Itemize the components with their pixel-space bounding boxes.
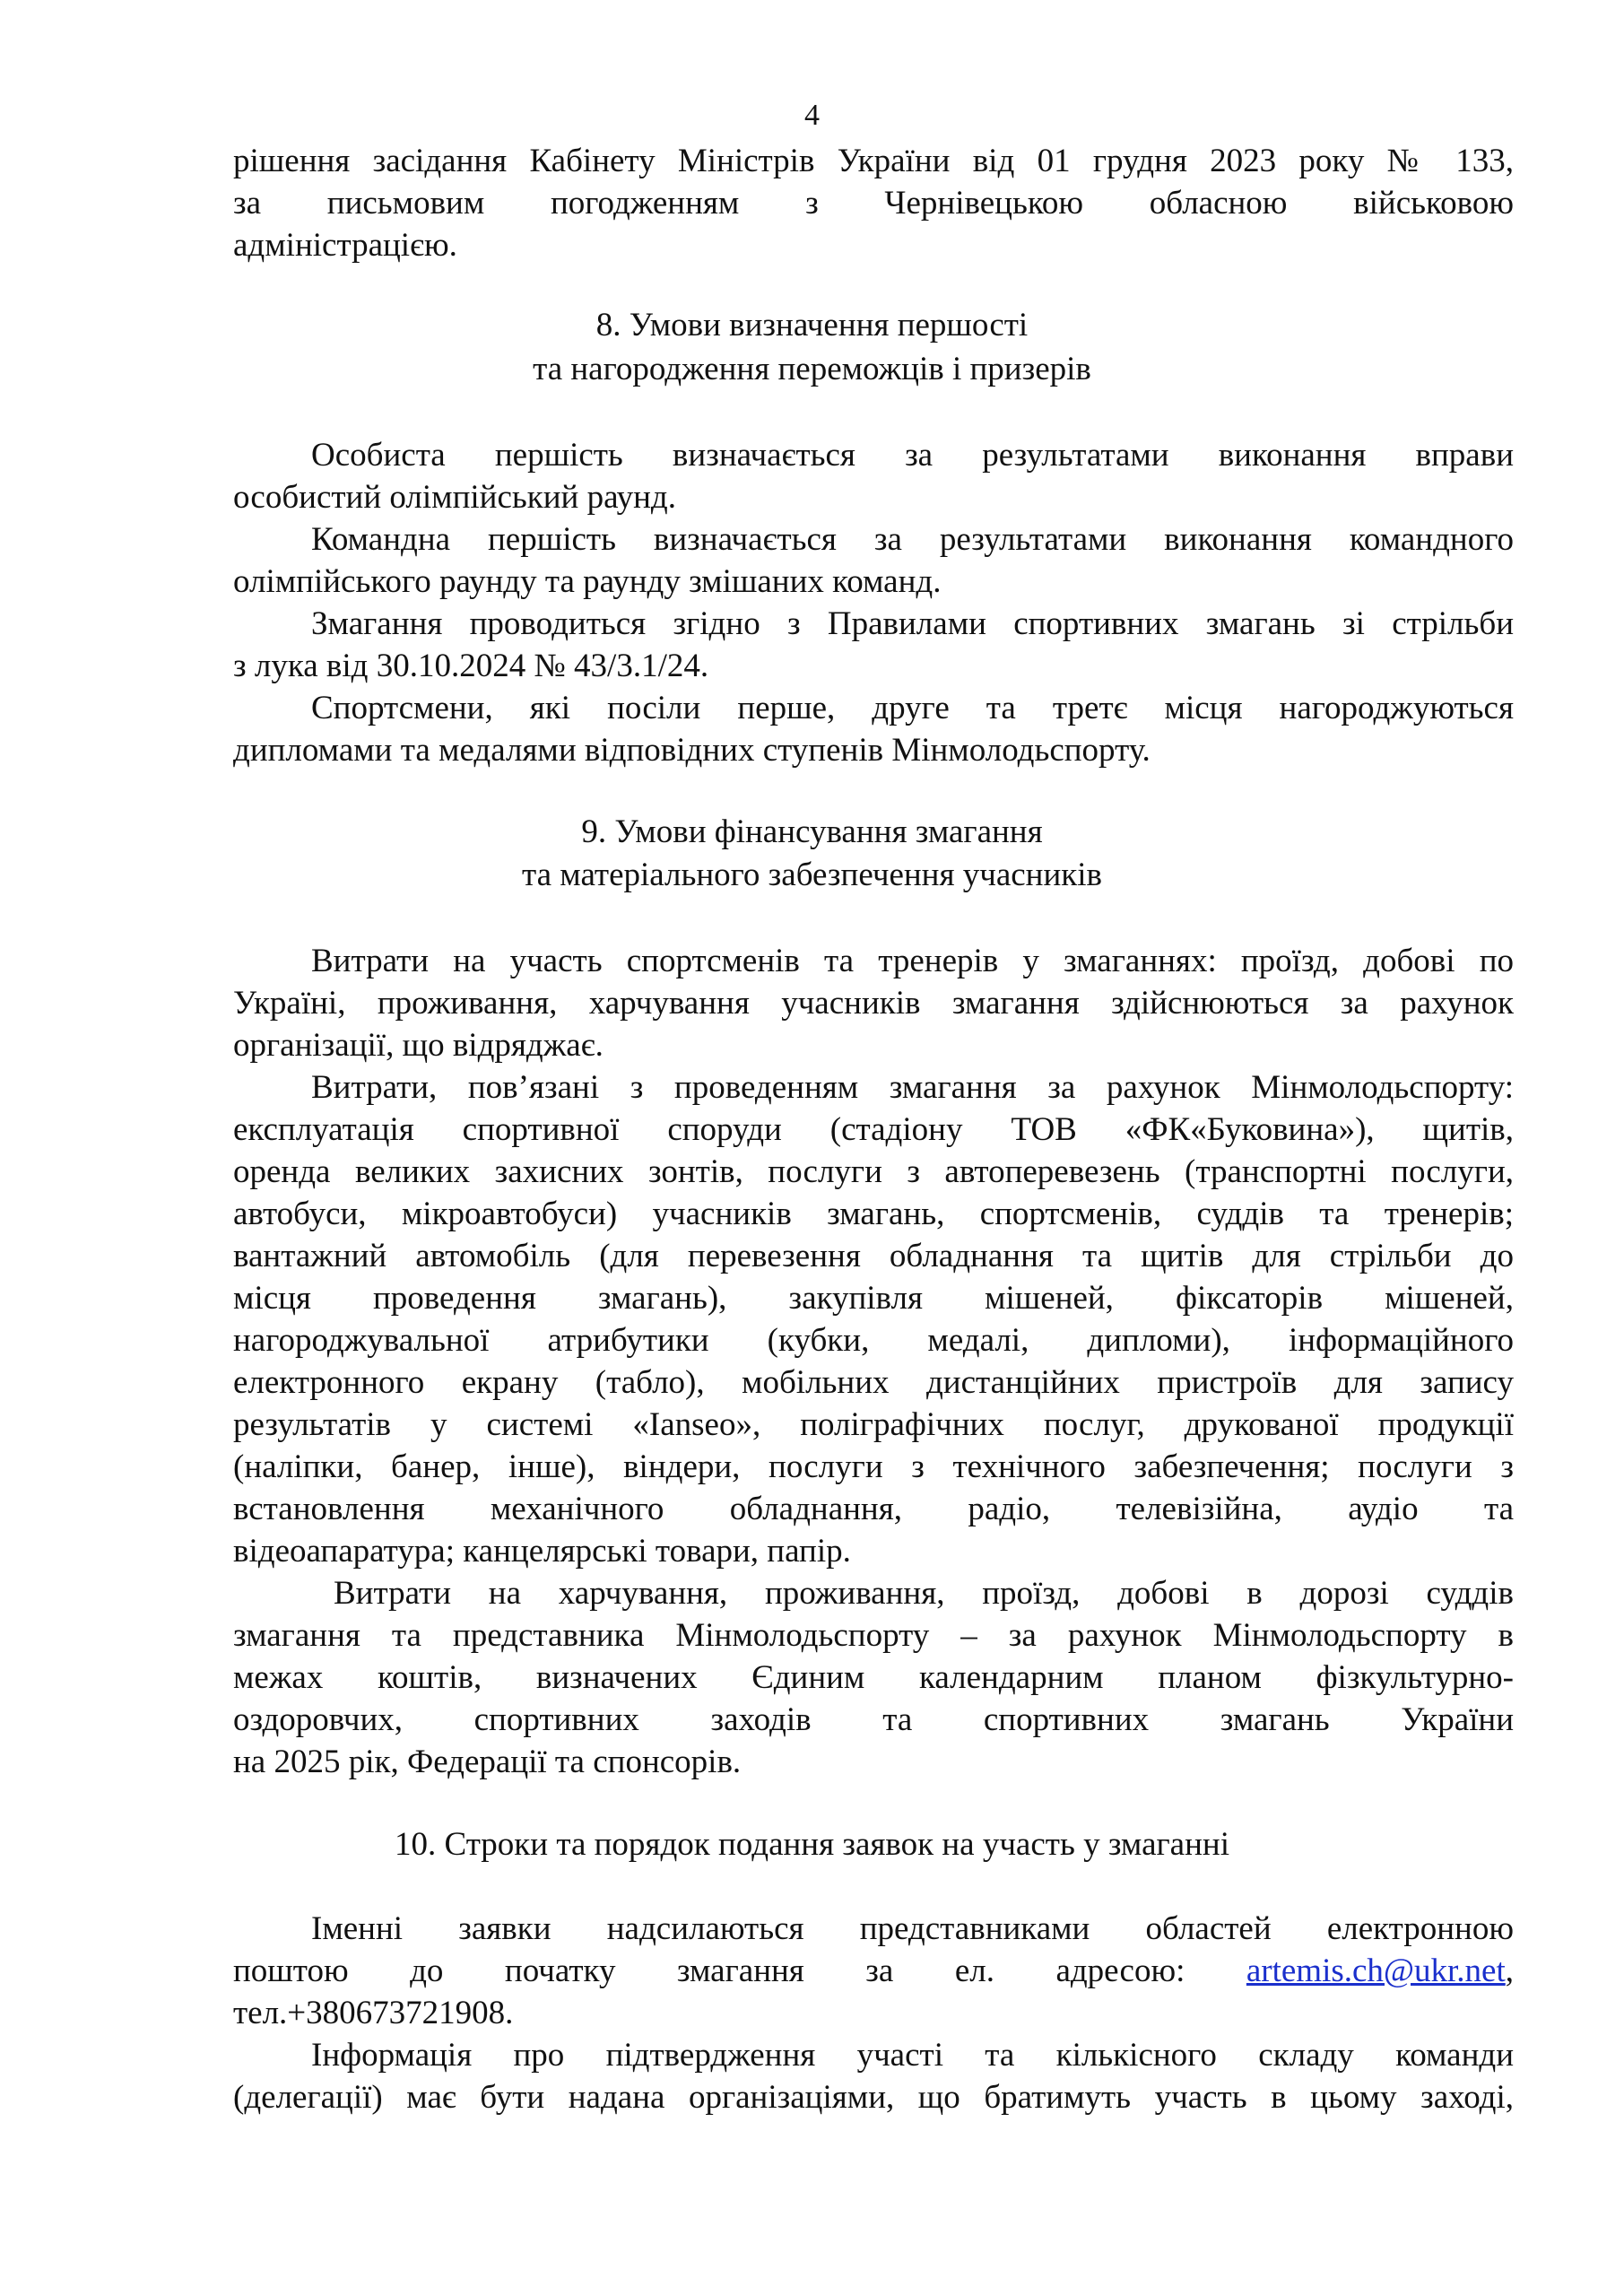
page-number: 4 <box>804 99 820 132</box>
paragraph-line: особистий олімпійський раунд. <box>233 479 677 516</box>
comma: , <box>1505 1952 1514 1989</box>
paragraph-line: Іменні заявки надсилаються представниками областей електронною <box>311 1910 1514 1947</box>
paragraph-line: межах коштів, визначених Єдиним календарним планом фізкультурно- <box>233 1659 1514 1696</box>
paragraph-line: (делегації) має бути надана організаціями, що братимуть участь в цьому заході, <box>233 2079 1514 2116</box>
paragraph-line: вантажний автомобіль (для перевезення обладнання та щитів для стрільби до <box>233 1238 1514 1274</box>
paragraph-line: встановлення механічного обладнання, радіо, телевізійна, аудіо та <box>233 1491 1514 1527</box>
paragraph-line: електронного екрану (табло), мобільних дистанційних пристроїв для запису <box>233 1364 1514 1401</box>
paragraph-line: експлуатація спортивної споруди (стадіону ТОВ «ФК«Буковина»), щитів, <box>233 1111 1514 1148</box>
paragraph-line: Витрати на участь спортсменів та тренерів у змаганнях: проїзд, добові по <box>311 943 1514 979</box>
paragraph-line: відеоапаратура; канцелярські товари, папір. <box>233 1533 851 1570</box>
paragraph-line: нагороджувальної атрибутики (кубки, медалі, дипломи), інформаційного <box>233 1322 1514 1359</box>
section-8-heading-line2: та нагородження переможців і призерів <box>533 351 1091 387</box>
paragraph-line: оздоровчих, спортивних заходів та спортивних змагань України <box>233 1701 1514 1738</box>
section-9-heading-line2: та матеріального забезпечення учасників <box>521 857 1103 893</box>
section-10-heading: 10. Строки та порядок подання заявок на участь у змаганні <box>395 1826 1229 1863</box>
paragraph-line: олімпійського раунду та раунду змішаних команд. <box>233 563 942 600</box>
text-line: адміністрацією. <box>233 227 457 264</box>
paragraph-line-with-email <box>233 1950 1514 1992</box>
text-line: рішення засідання Кабінету Міністрів України від 01 грудня 2023 року № 133, <box>233 143 1514 179</box>
paragraph-line: з лука від 30.10.2024 № 43/3.1/24. <box>233 648 709 684</box>
phone-line: тел.+380673721908. <box>233 1995 514 2031</box>
paragraph-line: змагання та представника Мінмолодьспорту – за рахунок Мінмолодьспорту в <box>233 1617 1514 1654</box>
paragraph-line: оренда великих захисних зонтів, послуги з автоперевезень (транспортні послуги, <box>233 1153 1514 1190</box>
paragraph-line: Витрати, пов’язані з проведенням змагання за рахунок Мінмолодьспорту: <box>311 1069 1514 1106</box>
paragraph-line: Спортсмени, які посіли перше, друге та третє місця нагороджуються <box>311 690 1514 726</box>
paragraph-line: організації, що відряджає. <box>233 1027 604 1064</box>
section-8-heading: 8. Умови визначення першості <box>595 307 1029 344</box>
paragraph-line: Витрати на харчування, проживання, проїзд, добові в дорозі суддів <box>334 1575 1514 1612</box>
paragraph-line: Змагання проводиться згідно з Правилами спортивних змагань зі стрільби <box>311 605 1514 642</box>
paragraph-line: Україні, проживання, харчування учасників змагання здійснюються за рахунок <box>233 985 1514 1022</box>
paragraph-line: (наліпки, банер, інше), віндери, послуги з технічного забезпечення; послуги з <box>233 1448 1514 1485</box>
section-9-heading: 9. Умови фінансування змагання <box>581 813 1043 850</box>
paragraph-line: місця проведення змагань), закупівля мішеней, фіксаторів мішеней, <box>233 1280 1514 1317</box>
paragraph-line: Командна першість визначається за результатами виконання командного <box>311 521 1514 558</box>
paragraph-line: на 2025 рік, Федерації та спонсорів. <box>233 1744 742 1780</box>
paragraph-line: автобуси, мікроавтобуси) учасників змагань, спортсменів, суддів та тренерів; <box>233 1196 1514 1232</box>
email-intro-text: поштою до початку змагання за ел. адресою: <box>233 1952 1185 1989</box>
paragraph-line: Інформація про підтвердження участі та кількісного складу команди <box>311 2037 1514 2074</box>
paragraph-line: результатів у системі «Ianseo», поліграфічних послуг, друкованої продукції <box>233 1406 1514 1443</box>
paragraph-line: Особиста першість визначається за результатами виконання вправи <box>311 437 1514 474</box>
paragraph-line: дипломами та медалями відповідних ступенів Мінмолодьспорту. <box>233 732 1151 769</box>
text-line: за письмовим погодженням з Чернівецькою обласною військовою <box>233 185 1514 222</box>
email-link[interactable]: artemis.ch@ukr.net <box>1246 1952 1506 1989</box>
